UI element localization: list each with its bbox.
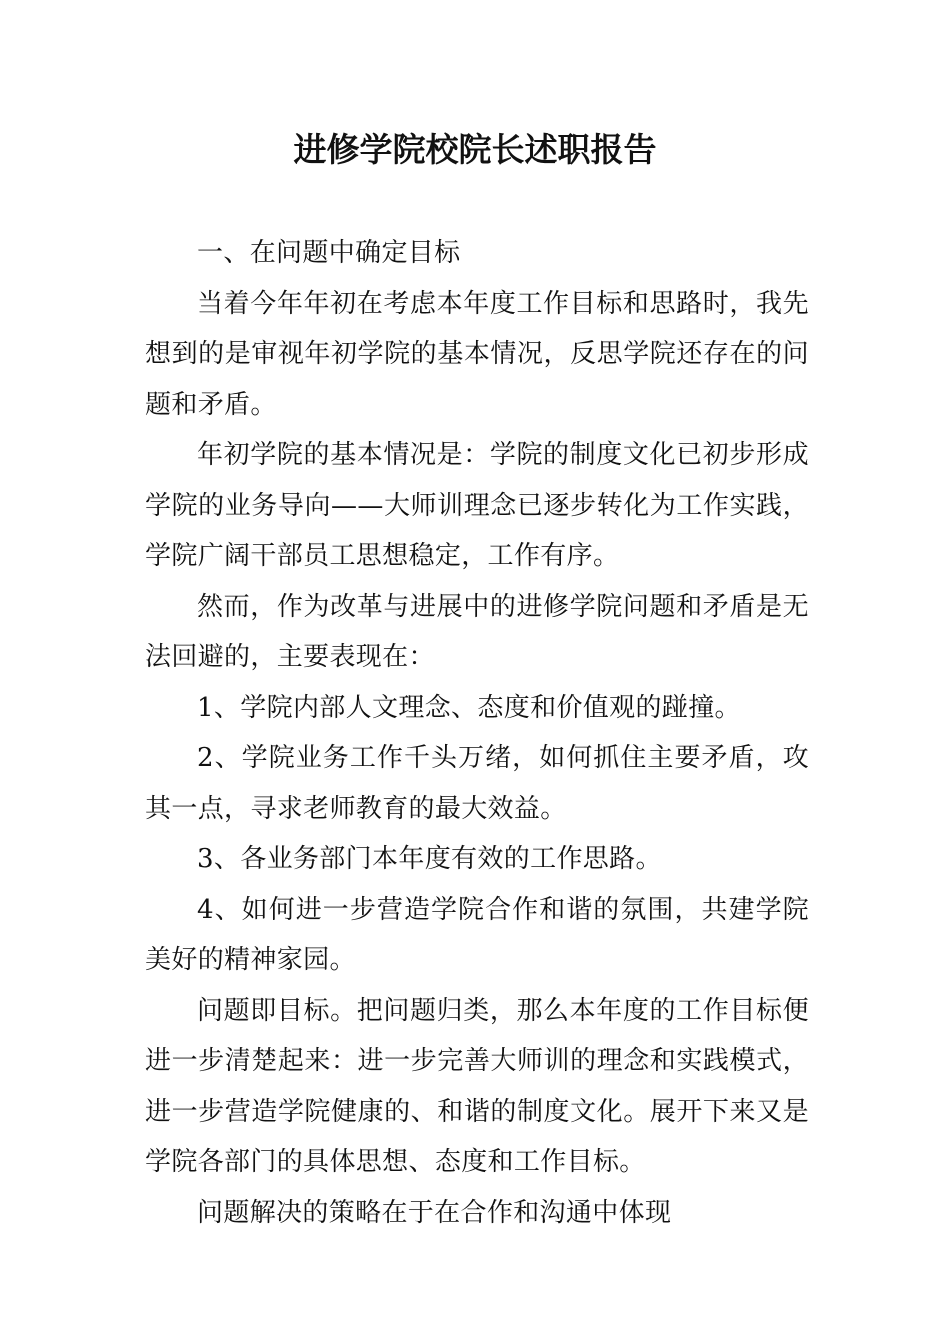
paragraph: 问题即目标。把问题归类，那么本年度的工作目标便进一步清楚起来：进一步完善大师训的理念和实践模式，进一步营造学院健康的、和谐的制度文化。展开下来又是学院各部门的具体思想、态度和工作目标。 (145, 995, 809, 1177)
paragraph: 然而，作为改革与进展中的进修学院问题和矛盾是无法回避的，主要表现在： (145, 591, 809, 672)
section-heading: 一、在问题中确定目标 (197, 238, 461, 268)
paragraph: 年初学院的基本情况是：学院的制度文化已初步形成学院的业务导向——大师训理念已逐步转化为工作实践，学院广阔干部员工思想稳定，工作有序。 (145, 440, 809, 571)
list-item: 2、学院业务工作千头万绪，如何抓住主要矛盾，攻其一点，寻求老师教育的最大效益。 (145, 743, 809, 824)
document-body (145, 228, 809, 1238)
list-item: 1、学院内部人文理念、态度和价值观的踫撞。 (197, 692, 741, 723)
paragraph: 当着今年年初在考虑本年度工作目标和思路时，我先想到的是审视年初学院的基本情况，反思学院还存在的问题和矛盾。 (145, 288, 809, 420)
list-item: 3、各业务部门本年度有效的工作思路。 (197, 844, 662, 874)
document-title: 进修学院校院长述职报告 (293, 130, 657, 169)
list-item: 4、如何进一步营造学院合作和谐的氛围，共建学院美好的精神家园。 (145, 894, 809, 975)
paragraph: 问题解决的策略在于在合作和沟通中体现 (197, 1197, 672, 1228)
